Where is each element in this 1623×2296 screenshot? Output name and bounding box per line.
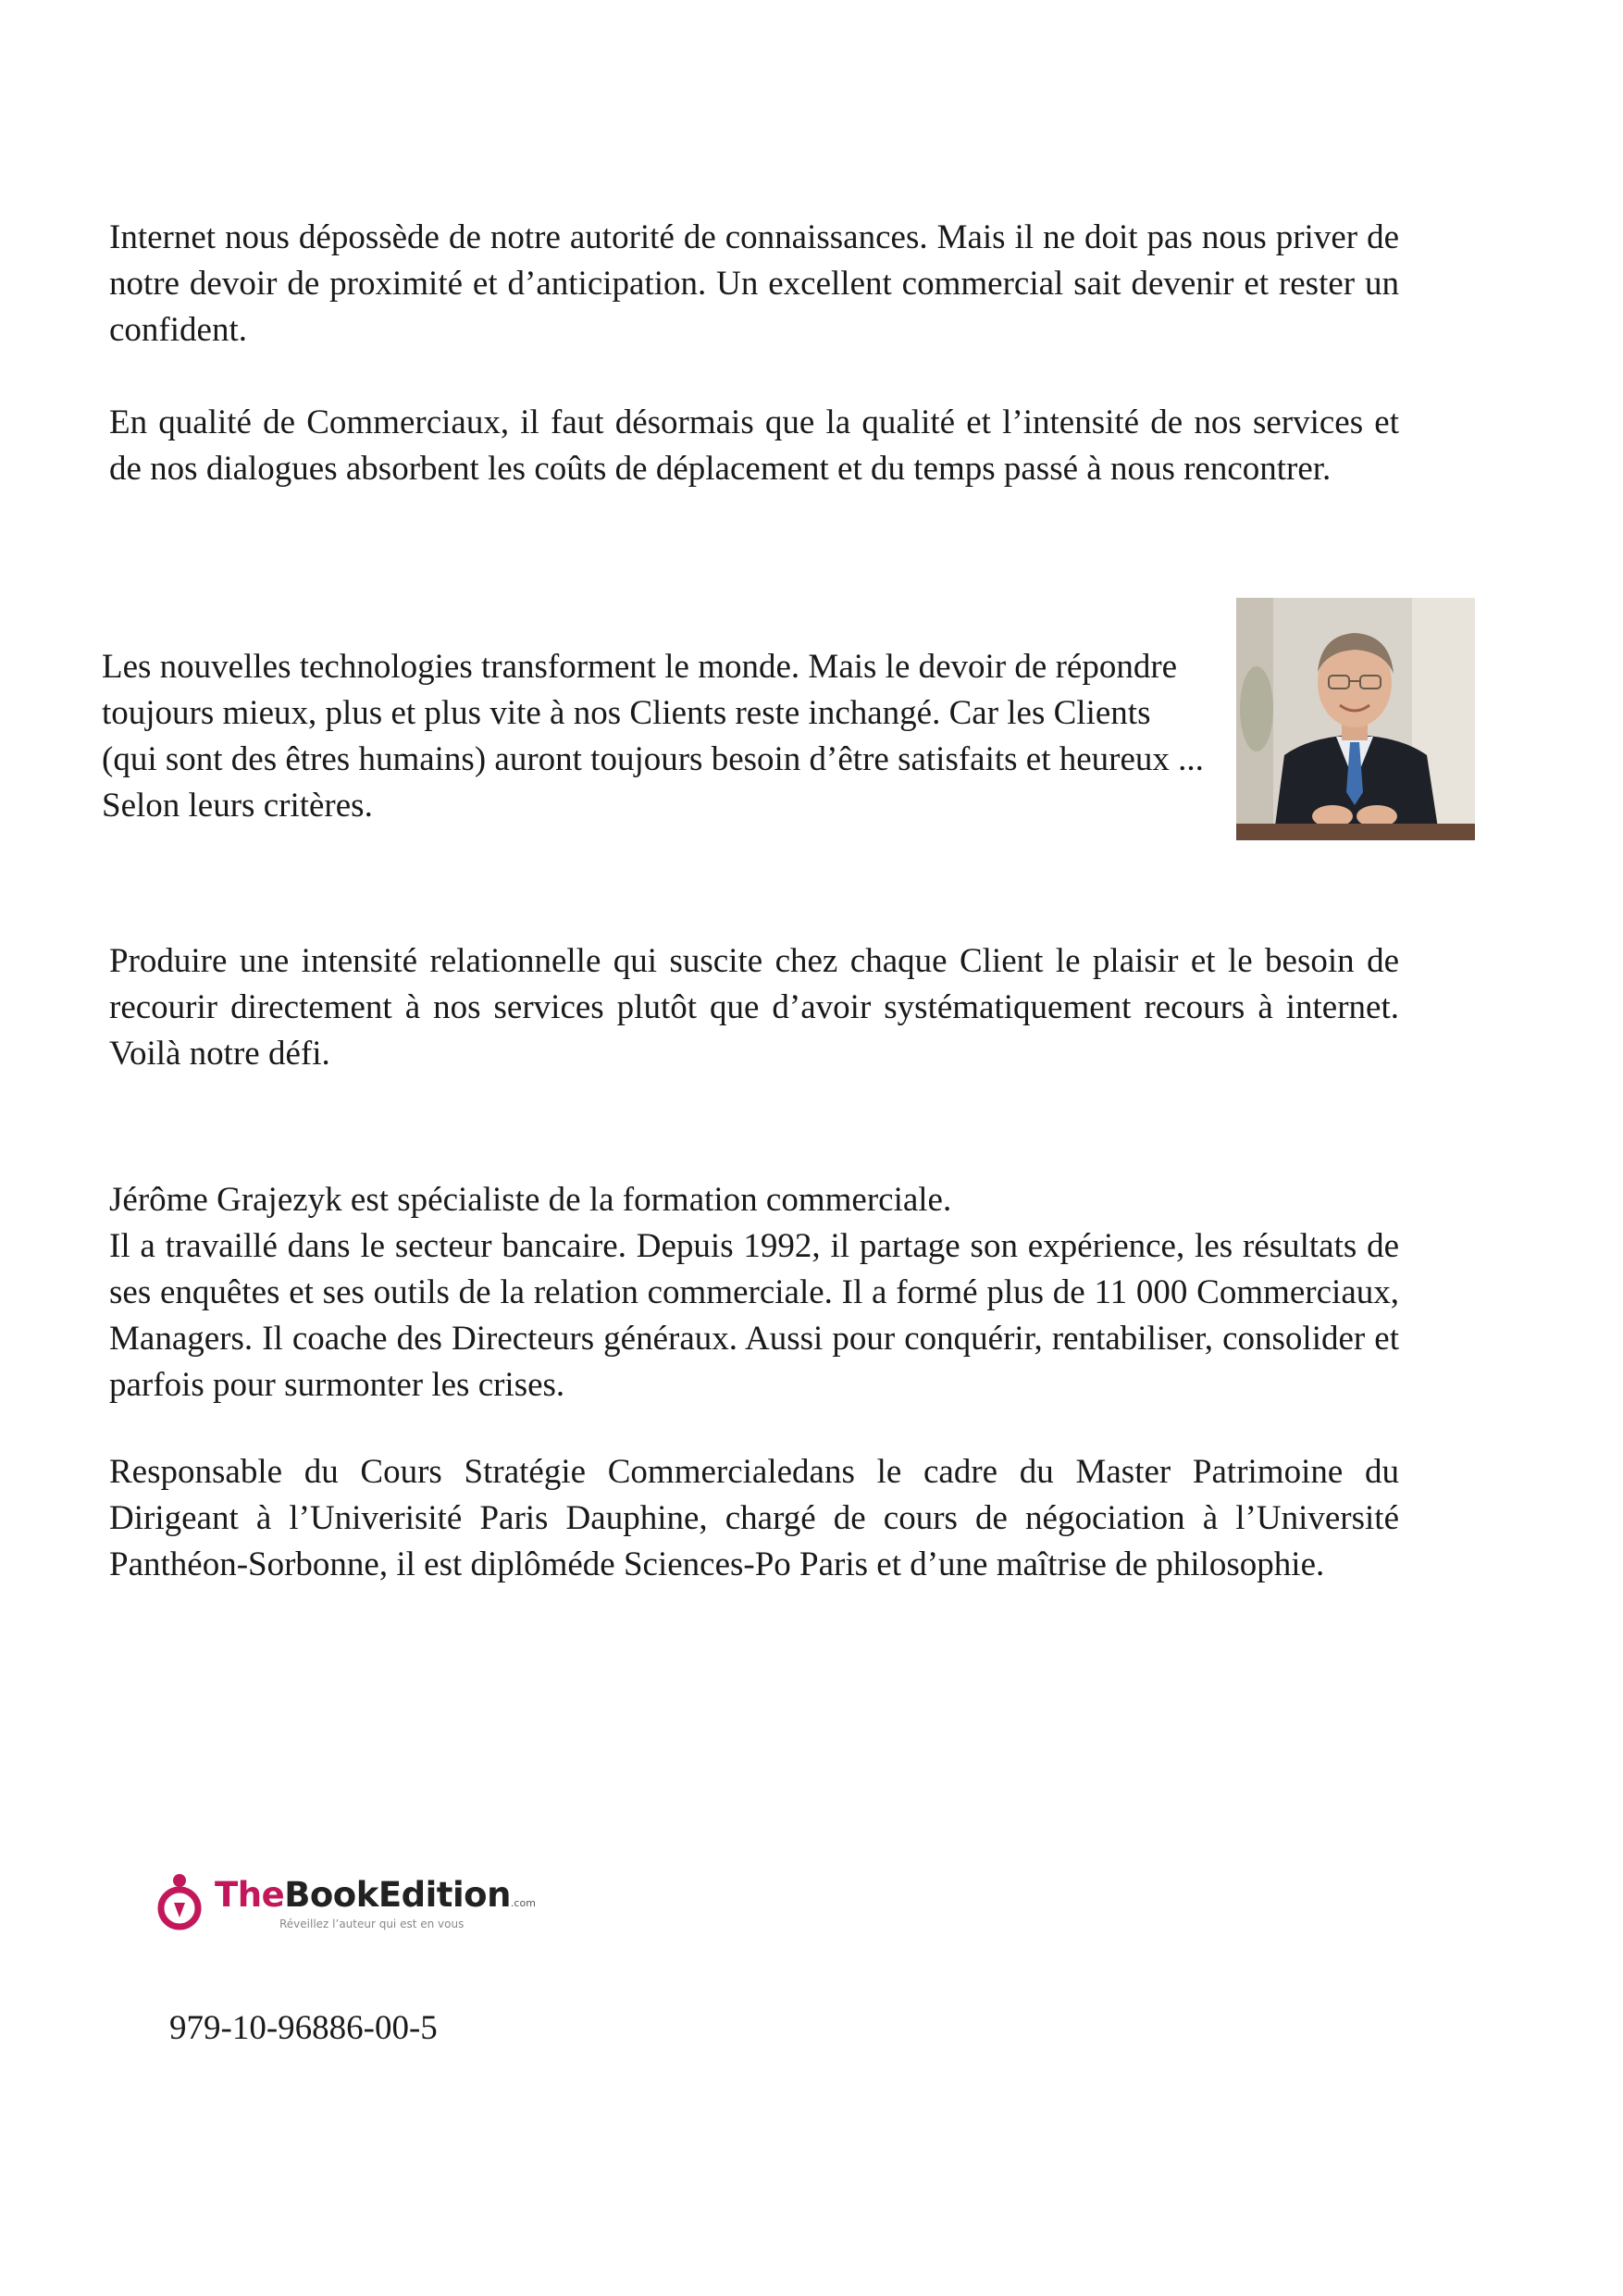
logo-bookedition: BookEdition (284, 1875, 511, 1915)
isbn-number: 979-10-96886-00-5 (169, 2009, 438, 2047)
logo-com: .com (510, 1897, 536, 1909)
author-bio-career: Il a travaillé dans le secteur bancaire. Depuis 1992, il partage son expérience, les résultats de ses enquêtes et ses outils de la relation commerciale. Il a formé plus de 11 000 Commerciaux, Managers. Il coache des Directeurs généraux. Aussi pour conquérir, rentabiliser, consolider et parfois pour surmonter les crises. (109, 1227, 1399, 1404)
paragraph-internet: Internet nous dépossède de notre autorité de connaissances. Mais il ne doit pas nous priver de notre devoir de proximité et d’anticipation. Un excellent commercial sait devenir et rester un confident. (109, 218, 1399, 349)
author-photo-illustration (1236, 598, 1475, 840)
author-portrait (1236, 598, 1475, 840)
author-credentials: Responsable du Cours Stratégie Commercialedans le cadre du Master Patrimoine du Dirigeant à l’Univerisité Paris Dauphine, chargé de cours de négociation à l’Université Panthéon-Sorbonne, il est diplôméde Sciences-Po Paris et d’une maîtrise de philosophie. (109, 1453, 1399, 1583)
logo-the: The (215, 1875, 285, 1915)
author-bio-intro: Jérôme Grajezyk est spécialiste de la formation commerciale. (109, 1181, 952, 1219)
paragraph-commerciaux: En qualité de Commerciaux, il faut désormais que la qualité et l’intensité de nos services et de nos dialogues absorbent les coûts de déplacement et du temps passé à nous rencontrer. (109, 403, 1399, 488)
thebookedition-logo-icon (148, 1869, 213, 1934)
author-bio (109, 1177, 1399, 1409)
paragraph-defi: Produire une intensité relationnelle qui suscite chez chaque Client le plaisir et le besoin de recourir directement à nos services plutôt que d’avoir systématiquement recours à internet. Voilà notre défi. (109, 942, 1399, 1073)
thebookedition-logo (148, 1869, 546, 1943)
paragraph-technologies: Les nouvelles technologies transforment le monde. Mais le devoir de répondre toujours mieux, plus et plus vite à nos Clients reste inchangé. Car les Clients (qui sont des êtres humains) auront toujours besoin d’être satisfaits et heureux ... Selon leurs critères. (102, 648, 1204, 825)
logo-tagline: Réveillez l’auteur qui est en vous (279, 1917, 465, 1930)
